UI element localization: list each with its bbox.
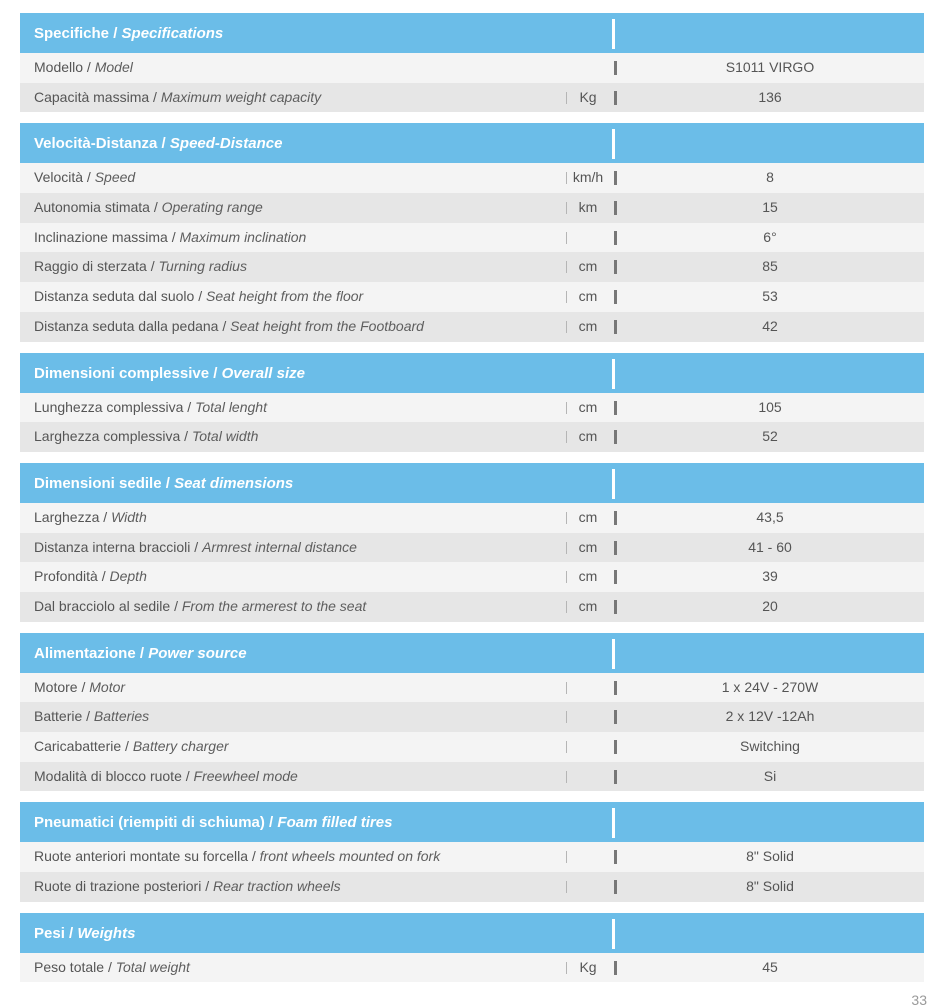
column-divider	[614, 320, 617, 334]
table-row	[20, 163, 924, 193]
row-unit: Kg	[579, 958, 597, 975]
unit-divider	[566, 92, 567, 104]
section-title: Dimensioni complessive / Overall size	[34, 364, 305, 382]
row-label: Distanza seduta dal suolo / Seat height from the floor	[34, 288, 364, 305]
row-value: S1011 VIRGO	[725, 59, 815, 75]
column-divider	[614, 880, 617, 894]
table-row	[20, 762, 924, 792]
unit-divider	[566, 431, 567, 443]
unit-divider	[566, 881, 567, 893]
row-unit: cm	[578, 317, 598, 334]
row-label: Batterie / Batteries	[34, 708, 150, 725]
row-value: 15	[762, 199, 778, 216]
table-row	[20, 702, 924, 732]
row-label: Autonomia stimata / Operating range	[34, 199, 263, 216]
table-row	[20, 393, 924, 423]
row-value: 52	[762, 428, 778, 445]
unit-divider	[566, 261, 567, 273]
column-divider	[614, 681, 617, 695]
table-row	[20, 503, 924, 533]
unit-divider	[566, 321, 567, 333]
section-title: Alimentazione / Power source	[34, 644, 247, 662]
column-divider	[614, 201, 617, 215]
header-divider	[612, 19, 615, 49]
column-divider	[614, 850, 617, 864]
row-unit: cm	[578, 508, 598, 525]
section-header	[20, 123, 924, 163]
header-divider	[612, 639, 615, 669]
row-label: Larghezza complessiva / Total width	[34, 428, 259, 445]
section-speed-distance	[20, 123, 924, 341]
table-row	[20, 53, 924, 83]
column-divider	[614, 710, 617, 724]
header-divider	[612, 919, 615, 949]
table-row	[20, 312, 924, 342]
column-divider	[614, 91, 617, 105]
section-header	[20, 802, 924, 842]
table-row	[20, 592, 924, 622]
row-label: Motore / Motor	[34, 678, 126, 695]
section-header	[20, 13, 924, 53]
row-label: Larghezza / Width	[34, 508, 147, 525]
column-divider	[614, 740, 617, 754]
unit-divider	[566, 291, 567, 303]
row-unit: cm	[578, 568, 598, 585]
column-divider	[614, 430, 617, 444]
unit-divider	[566, 851, 567, 863]
row-value: 39	[762, 568, 778, 585]
row-label: Distanza interna braccioli / Armrest internal distance	[34, 538, 357, 555]
section-title: Dimensioni sedile / Seat dimensions	[34, 474, 294, 492]
column-divider	[614, 260, 617, 274]
row-unit: cm	[578, 258, 598, 275]
section-title: Specifiche / Specifications	[34, 25, 224, 42]
header-divider	[612, 359, 615, 389]
row-value: 2 x 12V -12Ah	[725, 708, 815, 725]
table-row	[20, 953, 924, 983]
section-header	[20, 633, 924, 673]
column-divider	[614, 290, 617, 304]
row-unit: cm	[578, 538, 598, 555]
row-value: 43,5	[756, 508, 784, 525]
table-row	[20, 83, 924, 113]
row-unit: cm	[578, 428, 598, 445]
table-row	[20, 732, 924, 762]
row-label: Peso totale / Total weight	[34, 958, 190, 975]
unit-divider	[566, 542, 567, 554]
row-unit: cm	[578, 398, 598, 415]
spec-table	[20, 13, 924, 993]
header-divider	[612, 469, 615, 499]
row-label: Modello / Model	[34, 59, 133, 75]
table-row	[20, 223, 924, 253]
section-title: Velocità-Distanza / Speed-Distance	[34, 135, 283, 153]
row-value: 136	[758, 88, 782, 105]
row-label: Distanza seduta dalla pedana / Seat height from the Footboard	[34, 317, 424, 334]
row-value: 1 x 24V - 270W	[721, 678, 819, 695]
column-divider	[614, 770, 617, 784]
section-foam-filled-tires	[20, 802, 924, 901]
unit-divider	[566, 771, 567, 783]
table-row	[20, 252, 924, 282]
unit-divider	[566, 571, 567, 583]
row-value: 53	[762, 288, 778, 305]
row-unit: cm	[578, 597, 598, 614]
row-value: 42	[762, 317, 778, 334]
unit-divider	[566, 962, 567, 974]
section-weights	[20, 913, 924, 983]
row-unit: km	[578, 199, 598, 216]
row-label: Velocità / Speed	[34, 169, 136, 186]
row-value: 105	[758, 398, 782, 415]
header-divider	[612, 129, 615, 159]
row-label: Capacità massima / Maximum weight capacity	[34, 88, 322, 105]
section-power-source	[20, 633, 924, 792]
column-divider	[614, 511, 617, 525]
column-divider	[614, 171, 617, 185]
row-value: Si	[763, 767, 777, 784]
unit-divider	[566, 711, 567, 723]
unit-divider	[566, 512, 567, 524]
row-value: 20	[762, 597, 778, 614]
section-seat-dimensions	[20, 463, 924, 622]
column-divider	[614, 541, 617, 555]
unit-divider	[566, 202, 567, 214]
row-unit: Kg	[579, 88, 597, 105]
table-row	[20, 193, 924, 223]
column-divider	[614, 401, 617, 415]
row-value: 41 - 60	[748, 538, 792, 555]
row-unit: km/h	[572, 169, 604, 186]
table-row	[20, 533, 924, 563]
column-divider	[614, 600, 617, 614]
unit-divider	[566, 402, 567, 414]
unit-divider	[566, 741, 567, 753]
row-label: Ruote di trazione posteriori / Rear traction wheels	[34, 878, 341, 895]
section-header	[20, 353, 924, 393]
section-header	[20, 913, 924, 953]
unit-divider	[566, 601, 567, 613]
table-row	[20, 842, 924, 872]
section-overall-size	[20, 353, 924, 452]
row-value: 45	[762, 958, 778, 975]
page-number: 33	[911, 992, 927, 1008]
column-divider	[614, 231, 617, 245]
header-divider	[612, 808, 615, 838]
column-divider	[614, 61, 617, 75]
section-specifications	[20, 13, 924, 112]
unit-divider	[566, 172, 567, 184]
column-divider	[614, 570, 617, 584]
row-label: Caricabatterie / Battery charger	[34, 738, 229, 754]
row-value: 8	[766, 169, 774, 186]
row-value: Switching	[740, 738, 800, 754]
table-row	[20, 673, 924, 703]
row-value: 8" Solid	[746, 848, 794, 865]
row-value: 6°	[763, 228, 777, 245]
column-divider	[614, 961, 617, 975]
row-label: Modalità di blocco ruote / Freewheel mode	[34, 767, 298, 784]
unit-divider	[566, 682, 567, 694]
table-row	[20, 422, 924, 452]
unit-divider	[566, 232, 567, 244]
section-title: Pesi / Weights	[34, 924, 136, 942]
row-label: Inclinazione massima / Maximum inclination	[34, 228, 307, 245]
row-unit: cm	[578, 288, 598, 305]
section-header	[20, 463, 924, 503]
table-row	[20, 282, 924, 312]
table-row	[20, 562, 924, 592]
row-label: Lunghezza complessiva / Total lenght	[34, 398, 267, 415]
row-label: Profondità / Depth	[34, 568, 147, 585]
row-label: Dal bracciolo al sedile / From the armerest to the seat	[34, 597, 367, 614]
row-label: Raggio di sterzata / Turning radius	[34, 258, 247, 275]
row-label: Ruote anteriori montate su forcella / front wheels mounted on fork	[34, 848, 441, 865]
row-value: 8" Solid	[746, 878, 794, 895]
row-value: 85	[762, 258, 778, 275]
section-title: Pneumatici (riempiti di schiuma) / Foam filled tires	[34, 814, 393, 832]
table-row	[20, 872, 924, 902]
